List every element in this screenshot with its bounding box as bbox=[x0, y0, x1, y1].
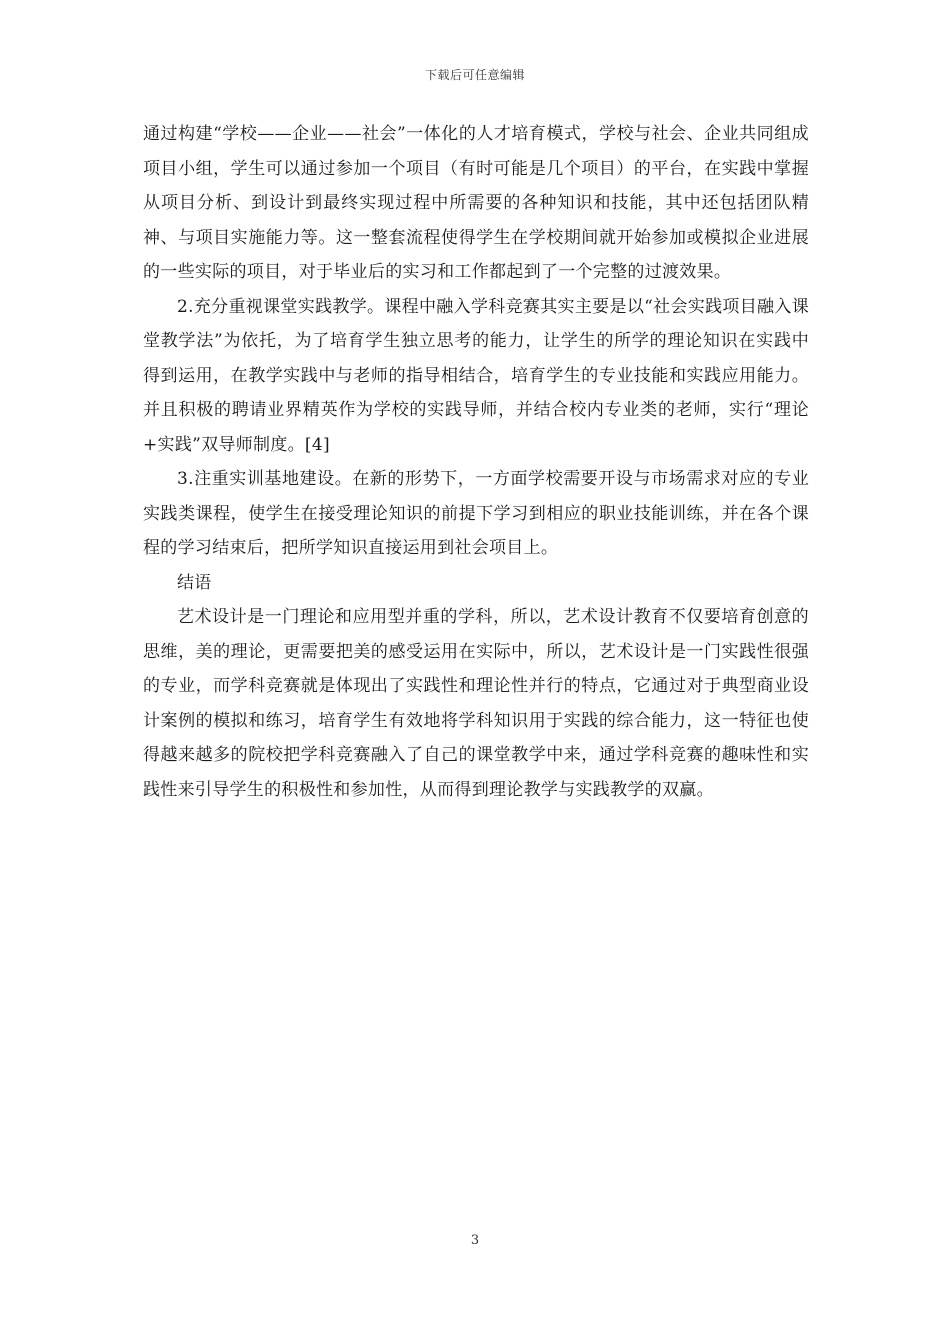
paragraph-conclusion: 艺术设计是一门理论和应用型并重的学科，所以，艺术设计教育不仅要培育创意的思维，美的理论，更需要把美的感受运用在实际中，所以，艺术设计是一门实践性很强的专业，而学科竞赛就是体现出了实践性和理论性并行的特点，它通过对于典型商业设计案例的模拟和练习，培育学生有效地将学科知识用于实践的综合能力，这一特征也使得越来越多的院校把学科竞赛融入了自己的课堂教学中来，通过学科竞赛的趣味性和实践性来引导学生的积极性和参加性，从而得到理论教学与实践教学的双赢。 bbox=[143, 607, 809, 800]
paragraph-training-base: 3.注重实训基地建设。在新的形势下，一方面学校需要开设与市场需求对应的专业实践类课程，使学生在接受理论知识的前提下学习到相应的职业技能训练，并在各个课程的学习结束后，把所学知识直接运用到社会项目上。 bbox=[143, 469, 809, 558]
document-body bbox=[143, 117, 809, 807]
paragraph-classroom-practice: 2.充分重视课堂实践教学。课程中融入学科竞赛其实主要是以“社会实践项目融入课堂教学法”为依托，为了培育学生独立思考的能力，让学生的所学的理论知识在实践中得到运用，在教学实践中与老师的指导相结合，培育学生的专业技能和实践应用能力。并且积极的聘请业界精英作为学校的实践导师，并结合校内专业类的老师，实行“理论+实践”双导师制度。[4] bbox=[143, 296, 809, 455]
section-heading-conclusion: 结语 bbox=[177, 572, 212, 593]
page-header: 下载后可任意编辑 bbox=[424, 68, 525, 82]
page-number: 3 bbox=[470, 1233, 480, 1248]
paragraph-talent-model: 通过构建“学校——企业——社会”一体化的人才培育模式，学校与社会、企业共同组成项目小组，学生可以通过参加一个项目（有时可能是几个项目）的平台，在实践中掌握从项目分析、到设计到最终实现过程中所需要的各种知识和技能，其中还包括团队精神、与项目实施能力等。这一整套流程使得学生在学校期间就开始参加或模拟企业进展的一些实际的项目，对于毕业后的实习和工作都起到了一个完整的过渡效果。 bbox=[143, 124, 809, 282]
